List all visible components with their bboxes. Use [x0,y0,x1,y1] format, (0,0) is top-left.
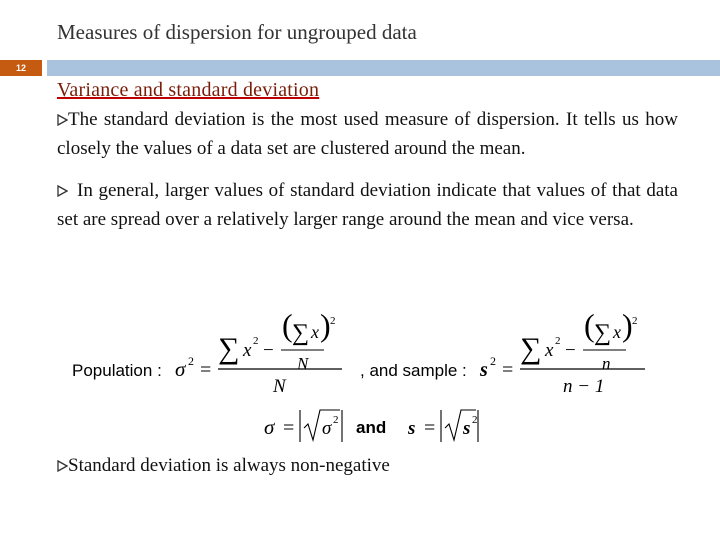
header-bar [0,60,720,76]
svg-text:(: ( [282,312,293,343]
paragraph-1-text: The standard deviation is the most used measure of dispersion. It tells us how closely the values of a data set are clustered around the mean. [57,109,678,159]
paragraph-2-text: In general, larger values of standard deviation indicate that values of that data set are spread over a relatively larger range around the mean and vice versa. [57,180,678,230]
svg-text:=: = [200,359,212,381]
svg-text:x: x [545,340,554,361]
svg-text:2: 2 [472,414,478,426]
svg-text:N: N [297,354,309,373]
svg-text:2: 2 [555,335,561,347]
slide-number: 12 [0,60,42,76]
sigma-symbol: σ [175,357,186,381]
svg-text:s: s [480,359,488,381]
variance-formula-image [68,312,648,448]
svg-text:−: − [263,340,274,361]
svg-text:N: N [273,376,286,397]
svg-text:): ) [622,312,633,343]
svg-text:(: ( [584,312,595,343]
header-strip [47,60,720,76]
slide-title: Measures of dispersion for ungrouped data [57,20,417,44]
population-label: Population : [72,361,162,380]
svg-text:2: 2 [333,414,339,426]
paragraph-3-text: Standard deviation is always non-negative [68,455,390,476]
svg-text:∑: ∑ [292,320,310,346]
svg-text:x: x [243,340,252,361]
svg-text:x: x [311,322,319,342]
svg-text:σ: σ [322,418,332,439]
svg-text:−: − [565,340,576,361]
svg-text:=: = [502,359,514,381]
bullet-paragraph-1 [57,105,678,163]
svg-text:σ: σ [264,415,275,439]
svg-text:∑: ∑ [520,332,542,365]
svg-text:∑: ∑ [594,320,612,346]
and-sample-label: , and sample : [360,361,467,380]
svg-text:=: = [424,417,436,439]
svg-text:s: s [408,418,416,439]
svg-text:2: 2 [330,315,336,327]
svg-text:n − 1: n − 1 [563,376,605,397]
and-label: and [356,418,387,437]
section-heading: Variance and standard deviation [57,79,320,101]
arrowhead-bullet-icon [57,114,68,126]
svg-text:=: = [283,417,295,439]
svg-text:∑: ∑ [218,332,240,365]
svg-text:x: x [613,322,621,342]
svg-text:n: n [602,354,611,373]
svg-text:2: 2 [490,354,496,368]
svg-text:2: 2 [253,335,259,347]
slide-content [57,79,678,234]
svg-text:): ) [320,312,331,343]
svg-text:2: 2 [632,315,638,327]
bullet-paragraph-2 [57,176,678,234]
bullet-paragraph-3 [57,455,390,477]
arrowhead-bullet-icon [57,460,68,472]
svg-text:2: 2 [188,354,194,368]
svg-text:s: s [463,418,471,439]
arrowhead-bullet-icon [57,185,68,197]
